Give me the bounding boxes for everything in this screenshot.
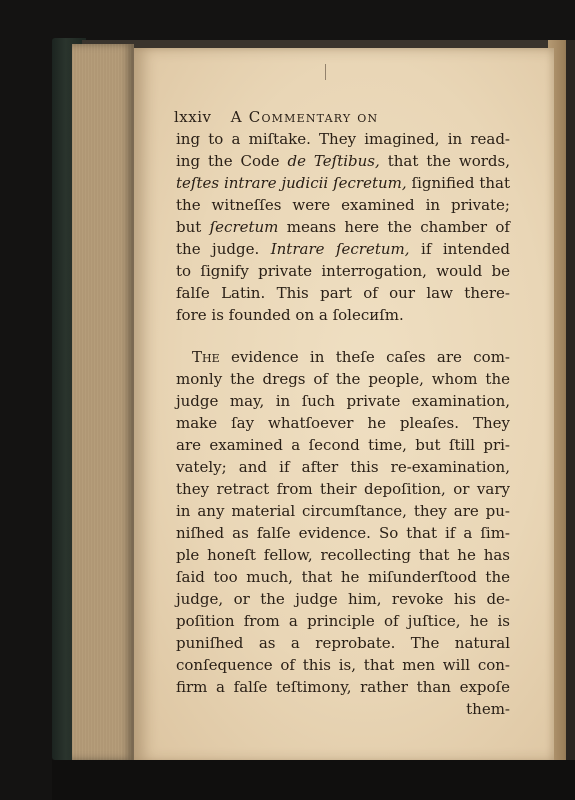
page-text bbox=[176, 128, 510, 720]
ink-mark bbox=[325, 64, 326, 80]
text-line: fore is founded on a ſolecиſm. bbox=[176, 306, 404, 324]
text-line: teſtes intrare judicii ſecretum, ſignified that bbox=[176, 174, 510, 192]
text-line: ing the Code de Teſtibus, that the words, bbox=[176, 152, 510, 170]
text-line: vately; and if after this re-examination, bbox=[176, 458, 510, 476]
text-line: to ſignify private interrogation, would be bbox=[176, 262, 510, 280]
page-edges bbox=[72, 44, 134, 760]
paragraph-lead: The bbox=[192, 348, 220, 366]
catchword: them- bbox=[466, 700, 510, 718]
text-line: puniſhed as a reprobate. The natural bbox=[176, 634, 510, 652]
text-line: make ſay whatſoever he pleaſes. They bbox=[176, 414, 510, 432]
text-line: judge may, in ſuch private examination, bbox=[176, 392, 510, 410]
running-title: A Commentary on bbox=[230, 108, 379, 126]
text-line: ſaid too much, that he miſunderſtood the bbox=[176, 568, 510, 586]
running-head bbox=[174, 108, 534, 126]
text-line: ing to a miſtake. They imagined, in read- bbox=[176, 130, 510, 148]
text-line: but ſecretum means here the chamber of bbox=[176, 218, 510, 236]
text-line: ple honeſt fellow, recollecting that he has bbox=[176, 546, 510, 564]
text-line: monly the dregs of the people, whom the bbox=[176, 370, 510, 388]
text-line: in any material circumſtance, they are pu- bbox=[176, 502, 510, 520]
text-line: poſition from a principle of juſtice, he is bbox=[176, 612, 510, 630]
text-line: the witneſſes were examined in private; bbox=[176, 196, 510, 214]
text-line: niſhed as falſe evidence. So that if a ſim- bbox=[176, 524, 510, 542]
book-page bbox=[134, 48, 554, 762]
text-line: they retract from their depoſition, or vary bbox=[176, 480, 510, 498]
text-line: firm a falſe teſtimony, rather than expoſe bbox=[176, 678, 510, 696]
text-line: the judge. Intrare ſecretum, if intended bbox=[176, 240, 510, 258]
page-number: lxxiv bbox=[174, 108, 212, 126]
text-line: falſe Latin. This part of our law there- bbox=[176, 284, 510, 302]
text-line: The evidence in theſe caſes are com- bbox=[192, 348, 510, 366]
bottom-shadow bbox=[52, 760, 575, 800]
text-line: judge, or the judge him, revoke his de- bbox=[176, 590, 510, 608]
text-line: are examined a ſecond time, but ſtill pri- bbox=[176, 436, 510, 454]
next-leaf-shadow bbox=[566, 40, 575, 765]
text-line: conſequence of this is, that men will con- bbox=[176, 656, 510, 674]
